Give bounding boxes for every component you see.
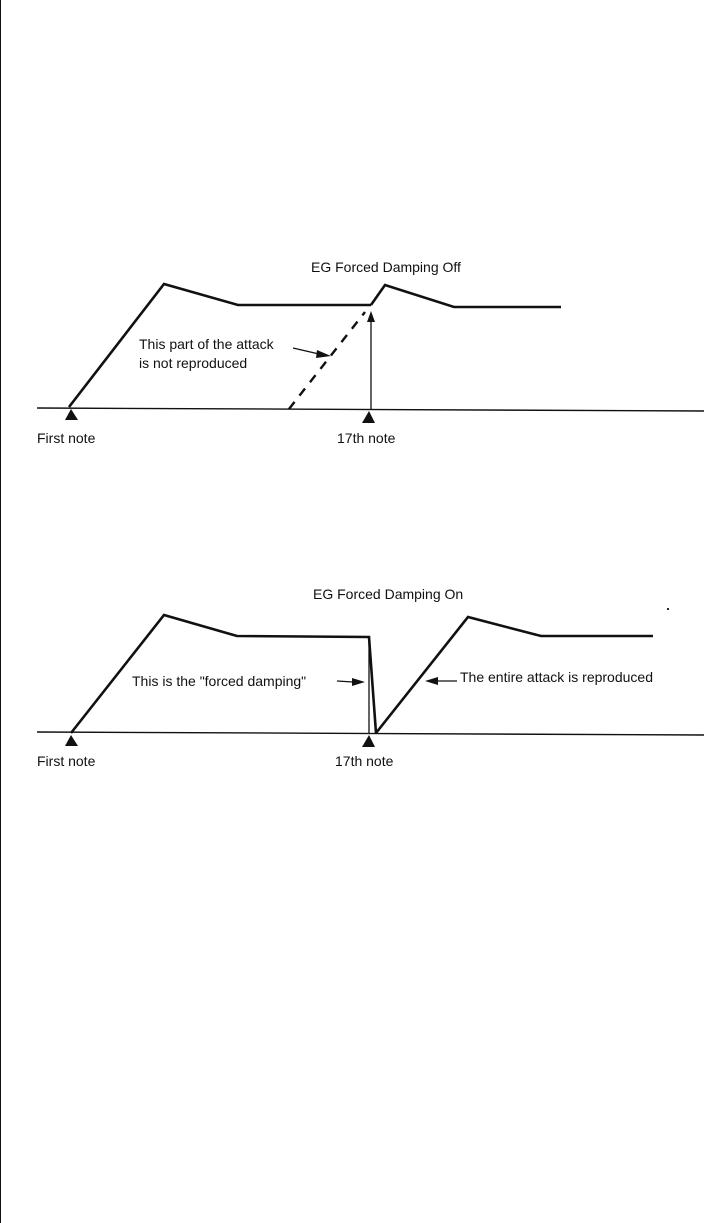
right-arrowhead-icon (352, 678, 365, 686)
17th-note-marker-icon (362, 411, 375, 423)
annotation-arrow-line (293, 348, 319, 354)
first-note-marker-icon (65, 409, 78, 420)
print-speck (667, 608, 669, 610)
first-note-label-on: First note (37, 753, 96, 769)
annotation-entire-attack: The entire attack is reproduced (460, 669, 653, 685)
left-arrowhead-icon (425, 677, 438, 685)
17th-note-envelope (371, 285, 561, 307)
forced-damping-diagrams (1, 0, 724, 1223)
diagram-forced-damping-on (37, 586, 704, 769)
first-note-label: First note (37, 430, 96, 446)
17th-note-marker-icon (362, 735, 375, 747)
17th-note-label: 17th note (337, 430, 396, 446)
first-note-marker-icon (65, 735, 78, 746)
diagram-off-title: EG Forced Damping Off (311, 259, 461, 275)
unreproduced-attack-dashed-line (289, 312, 365, 409)
forced-damping-arrow-line (337, 681, 353, 682)
diagram-forced-damping-off (37, 259, 704, 446)
annotation-not-reproduced-line2: is not reproduced (139, 355, 248, 371)
diagram-on-baseline (37, 732, 704, 735)
annotation-not-reproduced-line1: This part of the attack (139, 336, 274, 352)
annotation-forced-damping: This is the "forced damping" (132, 673, 307, 689)
17th-note-label-on: 17th note (335, 753, 394, 769)
diagram-on-title: EG Forced Damping On (313, 586, 464, 602)
up-arrowhead-icon (367, 311, 375, 322)
right-arrowhead-icon (316, 350, 331, 358)
